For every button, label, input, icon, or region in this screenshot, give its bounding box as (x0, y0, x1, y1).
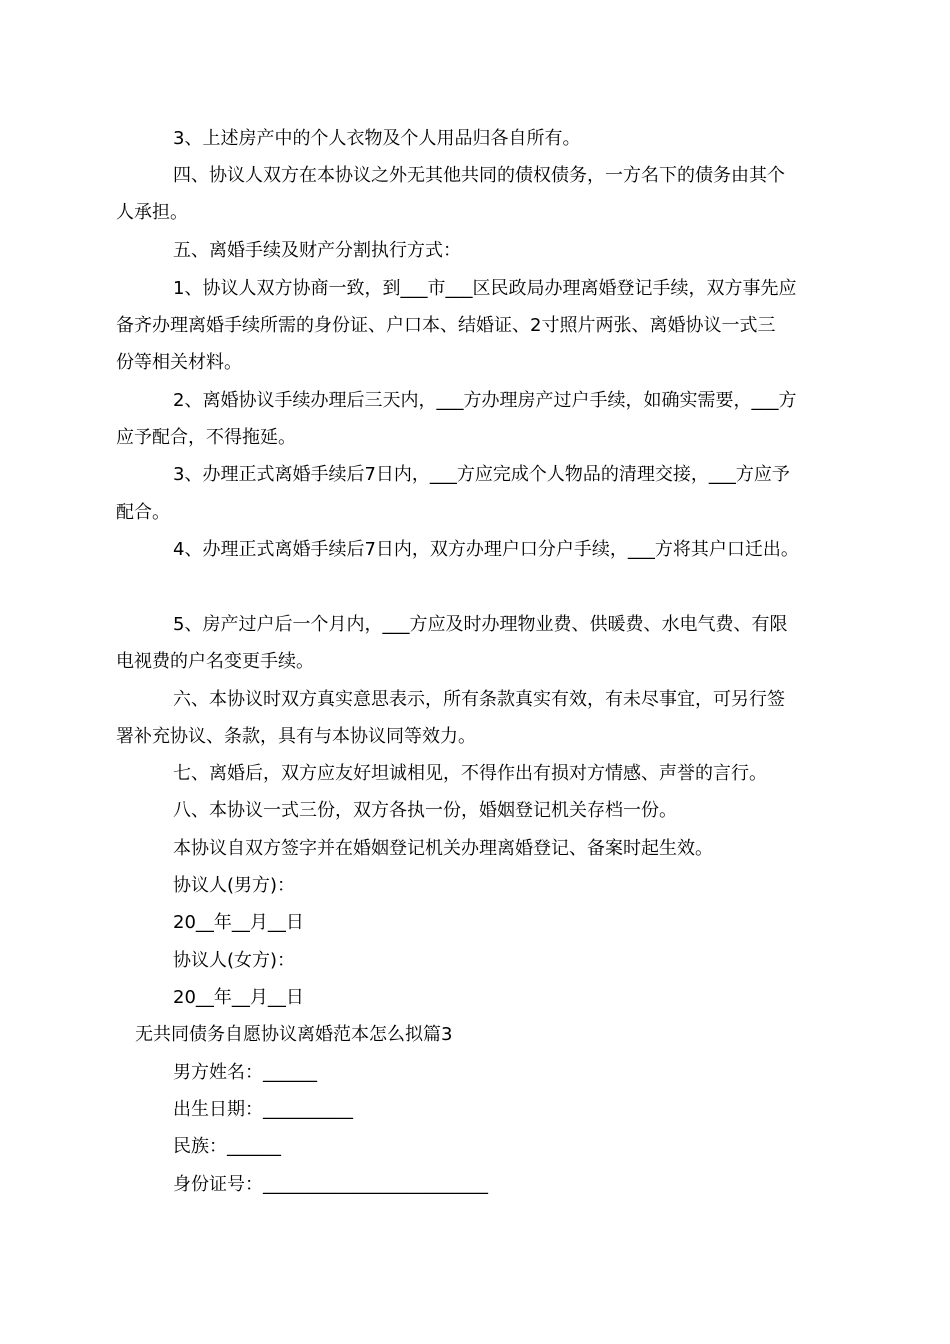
clause-5-3-line-2: 配合。 (116, 502, 170, 523)
clause-5-5-line-2: 电视费的户名变更手续。 (116, 651, 314, 672)
clause-4-debts-line-2: 人承担。 (116, 202, 188, 223)
clause-7: 七、离婚后，双方应友好坦诚相见，不得作出有损对方情感、声誉的言行。 (173, 763, 767, 784)
clause-4-debts-line-1: 四、协议人双方在本协议之外无其他共同的债权债务，一方名下的债务由其个 (173, 165, 785, 186)
clause-5-3-line-1: 3、办理正式离婚手续后7日内，___方应完成个人物品的清理交接，___方应予 (173, 464, 790, 485)
clause-6-line-2: 署补充协议、条款，具有与本协议同等效力。 (116, 726, 476, 747)
signature-male-label: 协议人(男方)： (173, 875, 296, 896)
field-birth-date: 出生日期：__________ (173, 1099, 353, 1120)
clause-5-heading: 五、离婚手续及财产分割执行方式： (173, 240, 461, 261)
signature-female-date: 20__年__月__日 (173, 987, 304, 1008)
clause-5-1-line-1: 1、协议人双方协商一致，到___市___区民政局办理离婚登记手续，双方事先应 (173, 278, 797, 299)
clause-6-line-1: 六、本协议时双方真实意思表示，所有条款真实有效，有未尽事宜，可另行签 (173, 689, 785, 710)
clause-8: 八、本协议一式三份，双方各执一份，婚姻登记机关存档一份。 (173, 800, 677, 821)
clause-5-4: 4、办理正式离婚手续后7日内，双方办理户口分户手续，___方将其户口迁出。 (173, 539, 799, 560)
field-id-number: 身份证号：_________________________ (173, 1174, 488, 1195)
effective-clause: 本协议自双方签字并在婚姻登记机关办理离婚登记、备案时起生效。 (173, 838, 713, 859)
section-title-part-3: 无共同债务自愿协议离婚范本怎么拟篇3 (135, 1024, 453, 1045)
clause-3-personal-items: 3、上述房产中的个人衣物及个人用品归各自所有。 (173, 128, 581, 149)
signature-male-date: 20__年__月__日 (173, 912, 304, 933)
signature-female-label: 协议人(女方)： (173, 950, 296, 971)
field-ethnicity: 民族：______ (173, 1136, 281, 1157)
field-male-name: 男方姓名：______ (173, 1062, 317, 1083)
clause-5-1-line-2: 备齐办理离婚手续所需的身份证、户口本、结婚证、2寸照片两张、离婚协议一式三 (116, 315, 776, 336)
clause-5-2-line-1: 2、离婚协议手续办理后三天内，___方办理房产过户手续，如确实需要，___方 (173, 390, 797, 411)
clause-5-2-line-2: 应予配合，不得拖延。 (116, 427, 296, 448)
clause-5-1-line-3: 份等相关材料。 (116, 352, 242, 373)
clause-5-5-line-1: 5、房产过户后一个月内，___方应及时办理物业费、供暖费、水电气费、有限 (173, 614, 788, 635)
